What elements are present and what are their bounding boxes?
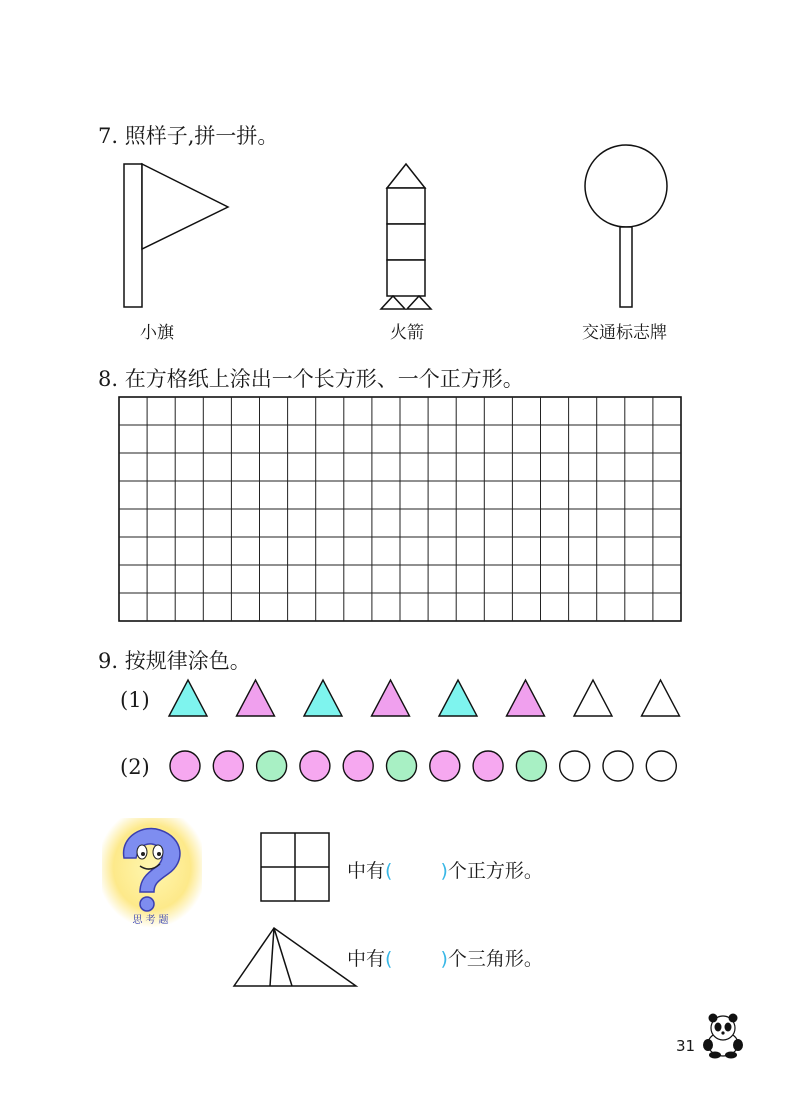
q9-title: 9. 按规律涂色。 bbox=[98, 649, 251, 673]
question-mark-dot bbox=[140, 897, 154, 911]
flag-triangle bbox=[142, 164, 228, 249]
badge-label: 思考题 bbox=[132, 915, 172, 926]
sign-caption: 交通标志牌 bbox=[582, 323, 667, 343]
pattern-triangle-blank[interactable] bbox=[574, 680, 612, 716]
pattern-circle-pink bbox=[170, 751, 200, 781]
q9-row1-label: (1) bbox=[120, 688, 150, 712]
pattern-triangle-magenta bbox=[237, 680, 275, 716]
pattern-circle-blank[interactable] bbox=[603, 751, 633, 781]
square-grid[interactable] bbox=[118, 396, 682, 622]
triangles-figure bbox=[232, 926, 358, 988]
pattern-triangle-blank[interactable] bbox=[642, 680, 680, 716]
q9-row2-label: (2) bbox=[120, 755, 150, 779]
thinking-q1 bbox=[347, 856, 543, 883]
thinking-question-badge bbox=[102, 818, 202, 928]
pattern-circle-pink bbox=[300, 751, 330, 781]
rocket-body-bottom bbox=[387, 260, 425, 296]
page-number: 31 bbox=[676, 1037, 696, 1055]
pattern-circle-blank[interactable] bbox=[560, 751, 590, 781]
pattern-circle-blank[interactable] bbox=[646, 751, 676, 781]
pattern-triangle-cyan bbox=[169, 680, 207, 716]
q1-suffix: 个正方形。 bbox=[447, 860, 543, 882]
pattern-circle-green bbox=[387, 751, 417, 781]
eye-right bbox=[153, 845, 163, 859]
pattern-triangle-cyan bbox=[439, 680, 477, 716]
pattern-triangle-cyan bbox=[304, 680, 342, 716]
sign-pole bbox=[620, 227, 632, 307]
q7-title: 7. 照样子,拼一拼。 bbox=[98, 124, 279, 148]
rocket-body-top bbox=[387, 188, 425, 224]
pattern-circle-pink bbox=[473, 751, 503, 781]
q2-suffix: 个三角形。 bbox=[447, 948, 543, 970]
rocket-body-middle bbox=[387, 224, 425, 260]
q2-close-paren: ) bbox=[440, 948, 448, 970]
pattern-circle-pink bbox=[213, 751, 243, 781]
pattern-circle-green bbox=[257, 751, 287, 781]
q1-prefix: 中有 bbox=[347, 860, 386, 882]
q2-prefix: 中有 bbox=[347, 948, 386, 970]
flag-caption: 小旗 bbox=[140, 323, 174, 343]
panda-icon bbox=[700, 1012, 746, 1058]
pattern-triangle-magenta bbox=[507, 680, 545, 716]
circle-row bbox=[168, 748, 678, 784]
squares-figure bbox=[260, 832, 332, 904]
q1-open-paren: ( bbox=[385, 860, 393, 882]
rocket-fin-left bbox=[381, 296, 405, 309]
eye-left bbox=[137, 845, 147, 859]
rocket-fin-right bbox=[407, 296, 431, 309]
pattern-circle-pink bbox=[430, 751, 460, 781]
pattern-triangle-magenta bbox=[372, 680, 410, 716]
pattern-circle-green bbox=[516, 751, 546, 781]
q2-open-paren: ( bbox=[385, 948, 393, 970]
triangle-row bbox=[165, 678, 705, 718]
rocket-figure bbox=[380, 160, 440, 310]
q8-title: 8. 在方格纸上涂出一个长方形、一个正方形。 bbox=[98, 367, 524, 391]
flag-figure bbox=[118, 160, 238, 310]
sign-circle bbox=[585, 145, 667, 227]
rocket-caption: 火箭 bbox=[390, 323, 424, 343]
flag-pole bbox=[124, 164, 142, 307]
sign-figure bbox=[580, 140, 680, 310]
thinking-q2 bbox=[347, 944, 543, 971]
q1-close-paren: ) bbox=[440, 860, 448, 882]
rocket-nose bbox=[387, 164, 425, 188]
pattern-circle-pink bbox=[343, 751, 373, 781]
